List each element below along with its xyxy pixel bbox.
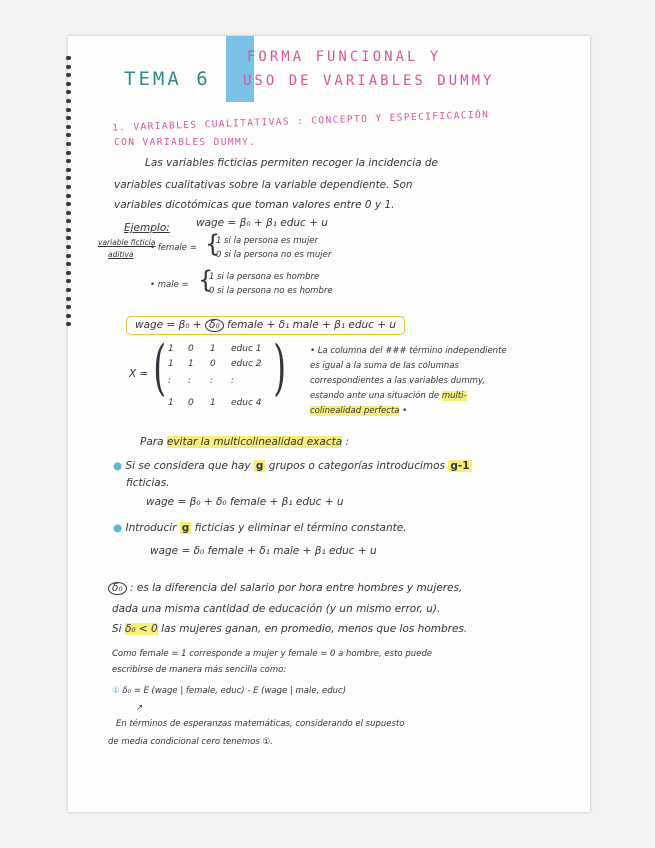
delta-expl-line-2: dada una misma cantidad de educación (y un mismo error, u). — [112, 603, 441, 615]
spiral-hole — [66, 176, 71, 180]
matrix-lhs: X = — [129, 368, 149, 380]
avoid-line — [140, 436, 349, 448]
spiral-hole — [66, 219, 71, 223]
delta-negative-highlight: δ₀ < 0 — [124, 623, 158, 635]
spiral-hole — [66, 228, 71, 232]
multicolinealidad-highlight-2: colinealidad perfecta — [310, 406, 400, 416]
delta-expl-text-1: : es la diferencia del salario por hora entre hombres y mujeres, — [129, 582, 463, 594]
intro-line-2: variables cualitativas sobre la variable dependiente. Son — [114, 179, 413, 191]
matrix-cell: educ 2 — [231, 359, 262, 369]
option-1-mid: grupos o categorías introducimos — [268, 460, 446, 472]
final-line-2: de media condicional cero tenemos ①. — [108, 737, 273, 747]
boxed-eq-post: female + δ₁ male + β₁ educ + u — [227, 319, 397, 331]
spiral-hole — [66, 65, 71, 69]
matrix-note-line-4-pre: estando ante una situación de — [310, 391, 440, 401]
female-lhs: • female = — [150, 243, 197, 253]
expectation-equation-line — [112, 686, 346, 696]
option-2-bullet: ● — [113, 522, 123, 534]
spiral-hole — [66, 297, 71, 301]
multicolinealidad-highlight-1: multi- — [441, 391, 467, 401]
avoid-post: : — [345, 436, 350, 448]
matrix-cell: 1 — [210, 344, 216, 354]
matrix-cell: educ 4 — [231, 398, 262, 408]
option-2-g: g — [181, 522, 190, 534]
matrix-cell: educ 1 — [231, 344, 262, 354]
option-1-g-minus-1: g-1 — [450, 460, 470, 472]
matrix-note-line-2: es igual a la suma de las columnas — [310, 361, 459, 371]
spiral-hole — [66, 288, 71, 292]
matrix-cell: : — [188, 376, 192, 386]
spiral-hole — [66, 168, 71, 172]
spiral-hole — [66, 159, 71, 163]
matrix-left-paren: ( — [153, 333, 167, 403]
spiral-hole — [66, 108, 71, 112]
spiral-hole — [66, 73, 71, 77]
boxed-eq-pre: wage = β₀ + — [135, 319, 202, 331]
option-1-equation: wage = β₀ + δ₀ female + β₁ educ + u — [146, 496, 344, 508]
spiral-binding — [66, 56, 74, 331]
spiral-hole — [66, 82, 71, 86]
spiral-hole — [66, 236, 71, 240]
spiral-hole — [66, 99, 71, 103]
spiral-hole — [66, 151, 71, 155]
spiral-hole — [66, 271, 71, 275]
option-1-line-2: ficticias. — [126, 477, 170, 489]
title-line-2: USO DE VARIABLES DUMMY — [243, 73, 495, 89]
male-lhs: • male = — [150, 280, 189, 290]
spiral-hole — [66, 90, 71, 94]
delta-expl-line-3 — [112, 623, 467, 635]
boxed-equation — [126, 316, 405, 335]
delta0-circled: δ₀ — [205, 319, 224, 332]
matrix-cell: : — [231, 376, 235, 386]
matrix-cell: 0 — [188, 344, 194, 354]
matrix-note-line-5 — [310, 406, 407, 416]
spiral-hole — [66, 185, 71, 189]
matrix-cell: 1 — [210, 398, 216, 408]
matrix-cell: 1 — [168, 398, 174, 408]
matrix-note-line-5-post: • — [402, 406, 408, 416]
option-2-equation: wage = δ₀ female + δ₁ male + β₁ educ + u — [150, 545, 377, 557]
spiral-hole — [66, 194, 71, 198]
matrix-right-paren: ) — [273, 333, 287, 403]
spiral-hole — [66, 142, 71, 146]
example-equation: wage = β₀ + β₁ educ + u — [196, 217, 328, 229]
side-note-line-2: aditiva — [108, 250, 134, 259]
matrix-cell: 1 — [168, 359, 174, 369]
spiral-hole — [66, 125, 71, 129]
expectation-equation: δ₀ = E (wage | female, educ) - E (wage | male, educ) — [122, 686, 347, 696]
matrix-cell: : — [210, 376, 214, 386]
option-2-pre: Introducir — [125, 522, 177, 534]
delta-expl-line-3-post: las mujeres ganan, en promedio, menos que los hombres. — [161, 623, 468, 635]
spiral-hole — [66, 133, 71, 137]
delta-expl-circled: δ₀ — [108, 582, 127, 595]
spiral-hole — [66, 305, 71, 309]
spiral-hole — [66, 202, 71, 206]
male-case-1: 1 si la persona es hombre — [209, 272, 320, 282]
delta-expl-line-1 — [108, 582, 462, 595]
spiral-hole — [66, 262, 71, 266]
female-brace: { — [205, 230, 221, 258]
section-heading-line-2: CON VARIABLES DUMMY. — [114, 137, 257, 148]
matrix-note-line-4 — [310, 391, 467, 401]
matrix-cell: : — [168, 376, 172, 386]
intro-line-1: Las variables ficticias permiten recoger la incidencia de — [145, 157, 439, 169]
option-2-line — [113, 522, 407, 534]
male-case-2: 0 si la persona no es hombre — [209, 286, 333, 296]
spiral-hole — [66, 245, 71, 249]
title-color-block — [226, 36, 254, 102]
female-case-1: 1 si la persona es mujer — [216, 236, 319, 246]
matrix-note-line-1: • La columna del ### término independiente — [310, 346, 507, 356]
option-1-line-1 — [113, 460, 472, 472]
como-line-2: escribirse de manera más sencilla como: — [112, 665, 287, 675]
arrow-icon: ↗ — [136, 703, 144, 713]
section-heading-line-1: 1. VARIABLES CUALITATIVAS : CONCEPTO Y ESPECIFICACIÓN — [111, 109, 490, 134]
delta-expl-line-3-pre: Si — [112, 623, 122, 635]
matrix-cell: 1 — [168, 344, 174, 354]
matrix-cell: 0 — [210, 359, 216, 369]
intro-line-3: variables dicotómicas que toman valores entre 0 y 1. — [114, 199, 395, 211]
avoid-highlight: evitar la multicolinealidad exacta — [166, 436, 343, 448]
como-line-1: Como female = 1 corresponde a mujer y female = 0 a hombre, esto puede — [112, 649, 432, 659]
avoid-pre: Para — [140, 436, 164, 448]
option-1-bullet: ● — [113, 460, 123, 472]
female-case-2: 0 si la persona no es mujer — [216, 250, 332, 260]
option-2-post: ficticias y eliminar el término constante. — [194, 522, 407, 534]
side-note-line-1: variable ficticia — [98, 238, 156, 247]
matrix-cell: 0 — [188, 398, 194, 408]
matrix-note-line-3: correspondientes a las variables dummy, — [310, 376, 486, 386]
final-line-1: En términos de esperanzas matemáticas, considerando el supuesto — [116, 719, 405, 729]
male-brace: { — [198, 266, 214, 294]
spiral-hole — [66, 211, 71, 215]
spiral-hole — [66, 116, 71, 120]
spiral-hole — [66, 314, 71, 318]
equation-label: ① — [112, 686, 120, 696]
spiral-hole — [66, 279, 71, 283]
title-line-1: FORMA FUNCIONAL Y — [247, 49, 442, 65]
spiral-hole — [66, 322, 71, 326]
option-1-g: g — [255, 460, 264, 472]
example-label: Ejemplo: — [124, 222, 170, 234]
matrix-cell: 1 — [188, 359, 194, 369]
spiral-hole — [66, 56, 71, 60]
option-1-pre: Si se considera que hay — [125, 460, 251, 472]
tema-label: TEMA 6 — [124, 68, 211, 90]
spiral-hole — [66, 254, 71, 258]
